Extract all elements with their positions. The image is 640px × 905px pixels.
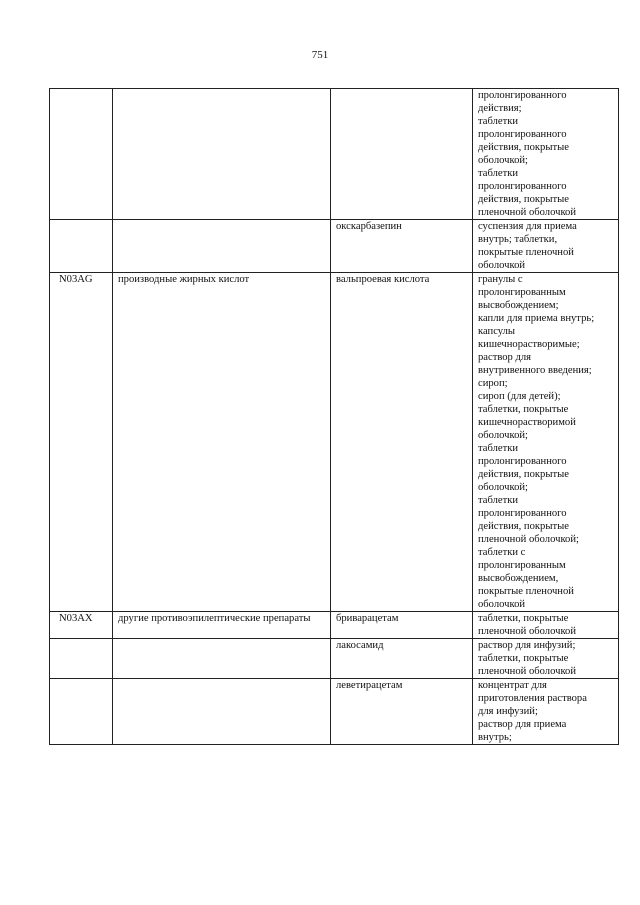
atc-code-cell [50, 273, 113, 612]
dosage-forms-cell [473, 639, 619, 679]
dosage-form-line: раствор для приема [478, 719, 567, 730]
dosage-form-line: оболочкой [478, 260, 526, 271]
table-row [50, 220, 619, 273]
dosage-form-line: гранулы с [478, 274, 523, 285]
dosage-form-line: покрытые пленочной [478, 247, 574, 258]
dosage-forms-cell [473, 612, 619, 639]
dosage-form-line: раствор для [478, 352, 532, 363]
dosage-form-line: действия; [478, 103, 522, 114]
table-row [50, 612, 619, 639]
table-row [50, 639, 619, 679]
dosage-form-line: оболочкой [478, 599, 526, 610]
group-name-cell: другие противоэпилептические препараты [113, 612, 331, 639]
dosage-form-line: таблетки [478, 168, 519, 179]
dosage-form-line: для инфузий; [478, 706, 538, 717]
dosage-form-line: высвобождением; [478, 300, 559, 311]
dosage-form-line: таблетки, покрытые [478, 404, 569, 415]
dosage-form-line: действия, покрытые [478, 194, 569, 205]
dosage-form-line: оболочкой; [478, 430, 528, 441]
dosage-form-line: концентрат для [478, 680, 547, 691]
group-name-cell: производные жирных кислот [113, 273, 331, 612]
atc-code-cell [50, 679, 113, 745]
dosage-form-line: пролонгированным [478, 560, 566, 571]
dosage-form-line: пролонгированного [478, 456, 567, 467]
group-name-cell [113, 89, 331, 220]
dosage-form-line: таблетки [478, 443, 519, 454]
dosage-form-line: таблетки с [478, 547, 526, 558]
dosage-form-line: кишечнорастворимой [478, 417, 576, 428]
dosage-form-line: внутрь; [478, 732, 512, 743]
dosage-form-line: суспензия для приема [478, 221, 577, 232]
atc-code-cell [50, 220, 113, 273]
dosage-form-line: внутривенного введения; [478, 365, 592, 376]
table-body [50, 89, 619, 745]
dosage-form-line: высвобождением, [478, 573, 559, 584]
dosage-form-line: пленочной оболочкой [478, 207, 577, 218]
group-name-cell [113, 679, 331, 745]
dosage-form-line: пролонгированного [478, 90, 567, 101]
group-name-cell [113, 220, 331, 273]
atc-code-cell [50, 89, 113, 220]
dosage-form-line: покрытые пленочной [478, 586, 574, 597]
dosage-form-line: пленочной оболочкой [478, 626, 577, 637]
drug-name-cell: лакосамид [331, 639, 473, 679]
dosage-forms-cell [473, 273, 619, 612]
dosage-form-line: внутрь; таблетки, [478, 234, 558, 245]
atc-code-text: N03AG [59, 274, 93, 285]
dosage-form-line: таблетки [478, 495, 519, 506]
atc-code-text: N03AX [59, 613, 93, 624]
table-row [50, 273, 619, 612]
dosage-form-line: действия, покрытые [478, 469, 569, 480]
dosage-form-line: действия, покрытые [478, 521, 569, 532]
dosage-form-line: оболочкой; [478, 482, 528, 493]
dosage-form-line: пролонгированного [478, 129, 567, 140]
dosage-form-line: пролонгированного [478, 181, 567, 192]
drug-table [49, 88, 619, 745]
drug-name-cell: леветирацетам [331, 679, 473, 745]
dosage-form-line: раствор для инфузий; [478, 640, 576, 651]
dosage-forms-cell [473, 679, 619, 745]
dosage-form-line: действия, покрытые [478, 142, 569, 153]
drug-name-cell: окскарбазепин [331, 220, 473, 273]
dosage-form-line: пленочной оболочкой; [478, 534, 579, 545]
dosage-forms-cell [473, 89, 619, 220]
drug-name-cell [331, 89, 473, 220]
dosage-form-line: оболочкой; [478, 155, 528, 166]
dosage-form-line: сироп; [478, 378, 508, 389]
atc-code-cell [50, 612, 113, 639]
dosage-form-line: капсулы [478, 326, 516, 337]
table-row [50, 89, 619, 220]
dosage-form-line: таблетки, покрытые [478, 653, 569, 664]
dosage-forms-cell [473, 220, 619, 273]
group-name-cell [113, 639, 331, 679]
dosage-form-line: таблетки, покрытые [478, 613, 569, 624]
drug-name-cell: бриварацетам [331, 612, 473, 639]
dosage-form-line: сироп (для детей); [478, 391, 561, 402]
page-number: 751 [311, 49, 329, 61]
dosage-form-line: кишечнорастворимые; [478, 339, 580, 350]
dosage-form-line: приготовления раствора [478, 693, 587, 704]
table-row [50, 679, 619, 745]
dosage-form-line: пролонгированного [478, 508, 567, 519]
dosage-form-line: капли для приема внутрь; [478, 313, 595, 324]
dosage-form-line: пролонгированным [478, 287, 566, 298]
dosage-form-line: таблетки [478, 116, 519, 127]
atc-code-cell [50, 639, 113, 679]
dosage-form-line: пленочной оболочкой [478, 666, 577, 677]
drug-name-cell: вальпроевая кислота [331, 273, 473, 612]
